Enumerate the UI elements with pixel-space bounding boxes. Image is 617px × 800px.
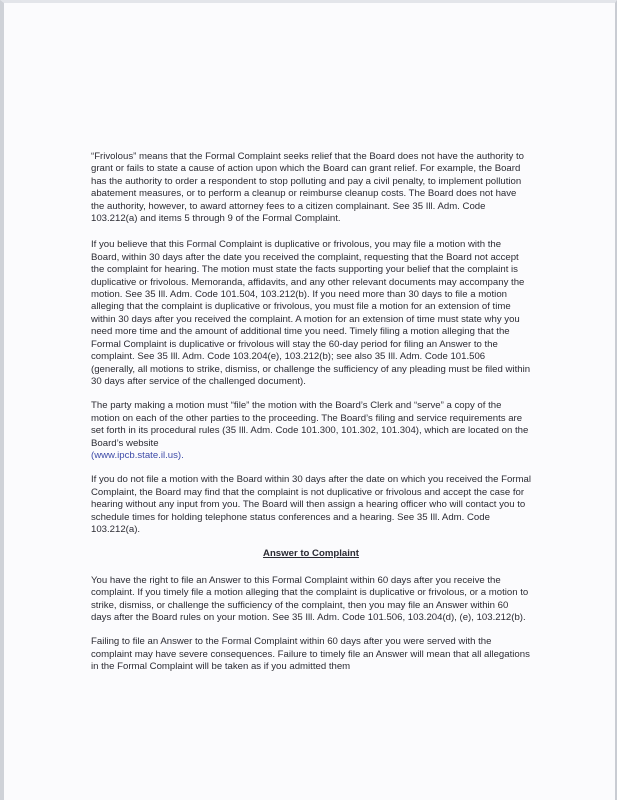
paragraph-frivolous-definition: “Frivolous” means that the Formal Complaint seeks relief that the Board does not have the authority to grant or fails to state a cause of action upon which the Board can grant relief. For example, the Board has the authority to order a respondent to stop polluting and pay a civil penalty, to implement pollution abatement measures, or to perform a cleanup or reimburse cleanup costs. The Board does not have the authority, however, to award attorney fees to a citizen complainant. See 35 Ill. Adm. Code 103.212(a) and items 5 through 9 of the Formal Complaint.: [91, 151, 525, 225]
paragraph-file-and-serve-text: The party making a motion must “file” the motion with the Board’s Clerk and “serve” a copy of the motion on each of the other parties to the proceeding. The Board’s filing and service requirements are set forth in its procedural rules (35 Ill. Adm. Code 101.300, 101.302, 101.304), which are located on the Board’s website: [91, 400, 529, 449]
paragraph-no-motion-filed: If you do not file a motion with the Board within 30 days after the date on which you received the Formal Complaint, the Board may find that the complaint is not duplicative or frivolous and accept the case for hearing without any input from you. The Board will then assign a hearing officer who will contact you to schedule times for holding telephone status conferences and a hearing. See 35 Ill. Adm. Code 103.212(a).: [91, 474, 531, 535]
paragraph-file-and-serve: [91, 400, 531, 462]
paragraph-motion-filing: If you believe that this Formal Complaint is duplicative or frivolous, you may file a motion with the Board, within 30 days after the date you received the complaint, requesting that the Board not accept the complaint for hearing. The motion must state the facts supporting your belief that the complaint is duplicative or frivolous. Memoranda, affidavits, and any other relevant documents may accompany the motion. See 35 Ill. Adm. Code 101.504, 103.212(b). If you need more than 30 days to file a motion alleging that the complaint is duplicative or frivolous, you must file a motion for an extension of time within 30 days after you received the complaint. A motion for an extension of time must state why you need more time and the amount of additional time you need. Timely filing a motion alleging that the Formal Complaint is duplicative or frivolous will stay the 60-day period for filing an Answer to the complaint. See 35 Ill. Adm. Code 103.204(e), 103.212(b); see also 35 Ill. Adm. Code 101.506 (generally, all motions to strike, dismiss, or challenge the sufficiency of any pleading must be filed within 30 days after service of the challenged document).: [91, 239, 531, 387]
paragraph-right-to-answer: You have the right to file an Answer to this Formal Complaint within 60 days after you receive the complaint. If you timely file a motion alleging that the complaint is duplicative or frivolous, or a motion to strike, dismiss, or challenge the sufficiency of the complaint, then you may file an Answer within 60 days after the Board rules on your motion. See 35 Ill. Adm. Code 101.506, 103.204(d), (e), 103.212(b).: [91, 574, 529, 623]
document-body: [91, 151, 531, 674]
board-website-link[interactable]: (www.ipcb.state.il.us).: [91, 449, 184, 461]
paragraph-failure-to-answer: Failing to file an Answer to the Formal Complaint within 60 days after you were served with the complaint may have severe consequences. Failure to timely file an Answer will mean that all allegations in the Formal Complaint will be taken as if you admitted them: [91, 636, 530, 673]
section-heading-answer-to-complaint: Answer to Complaint: [263, 548, 359, 560]
